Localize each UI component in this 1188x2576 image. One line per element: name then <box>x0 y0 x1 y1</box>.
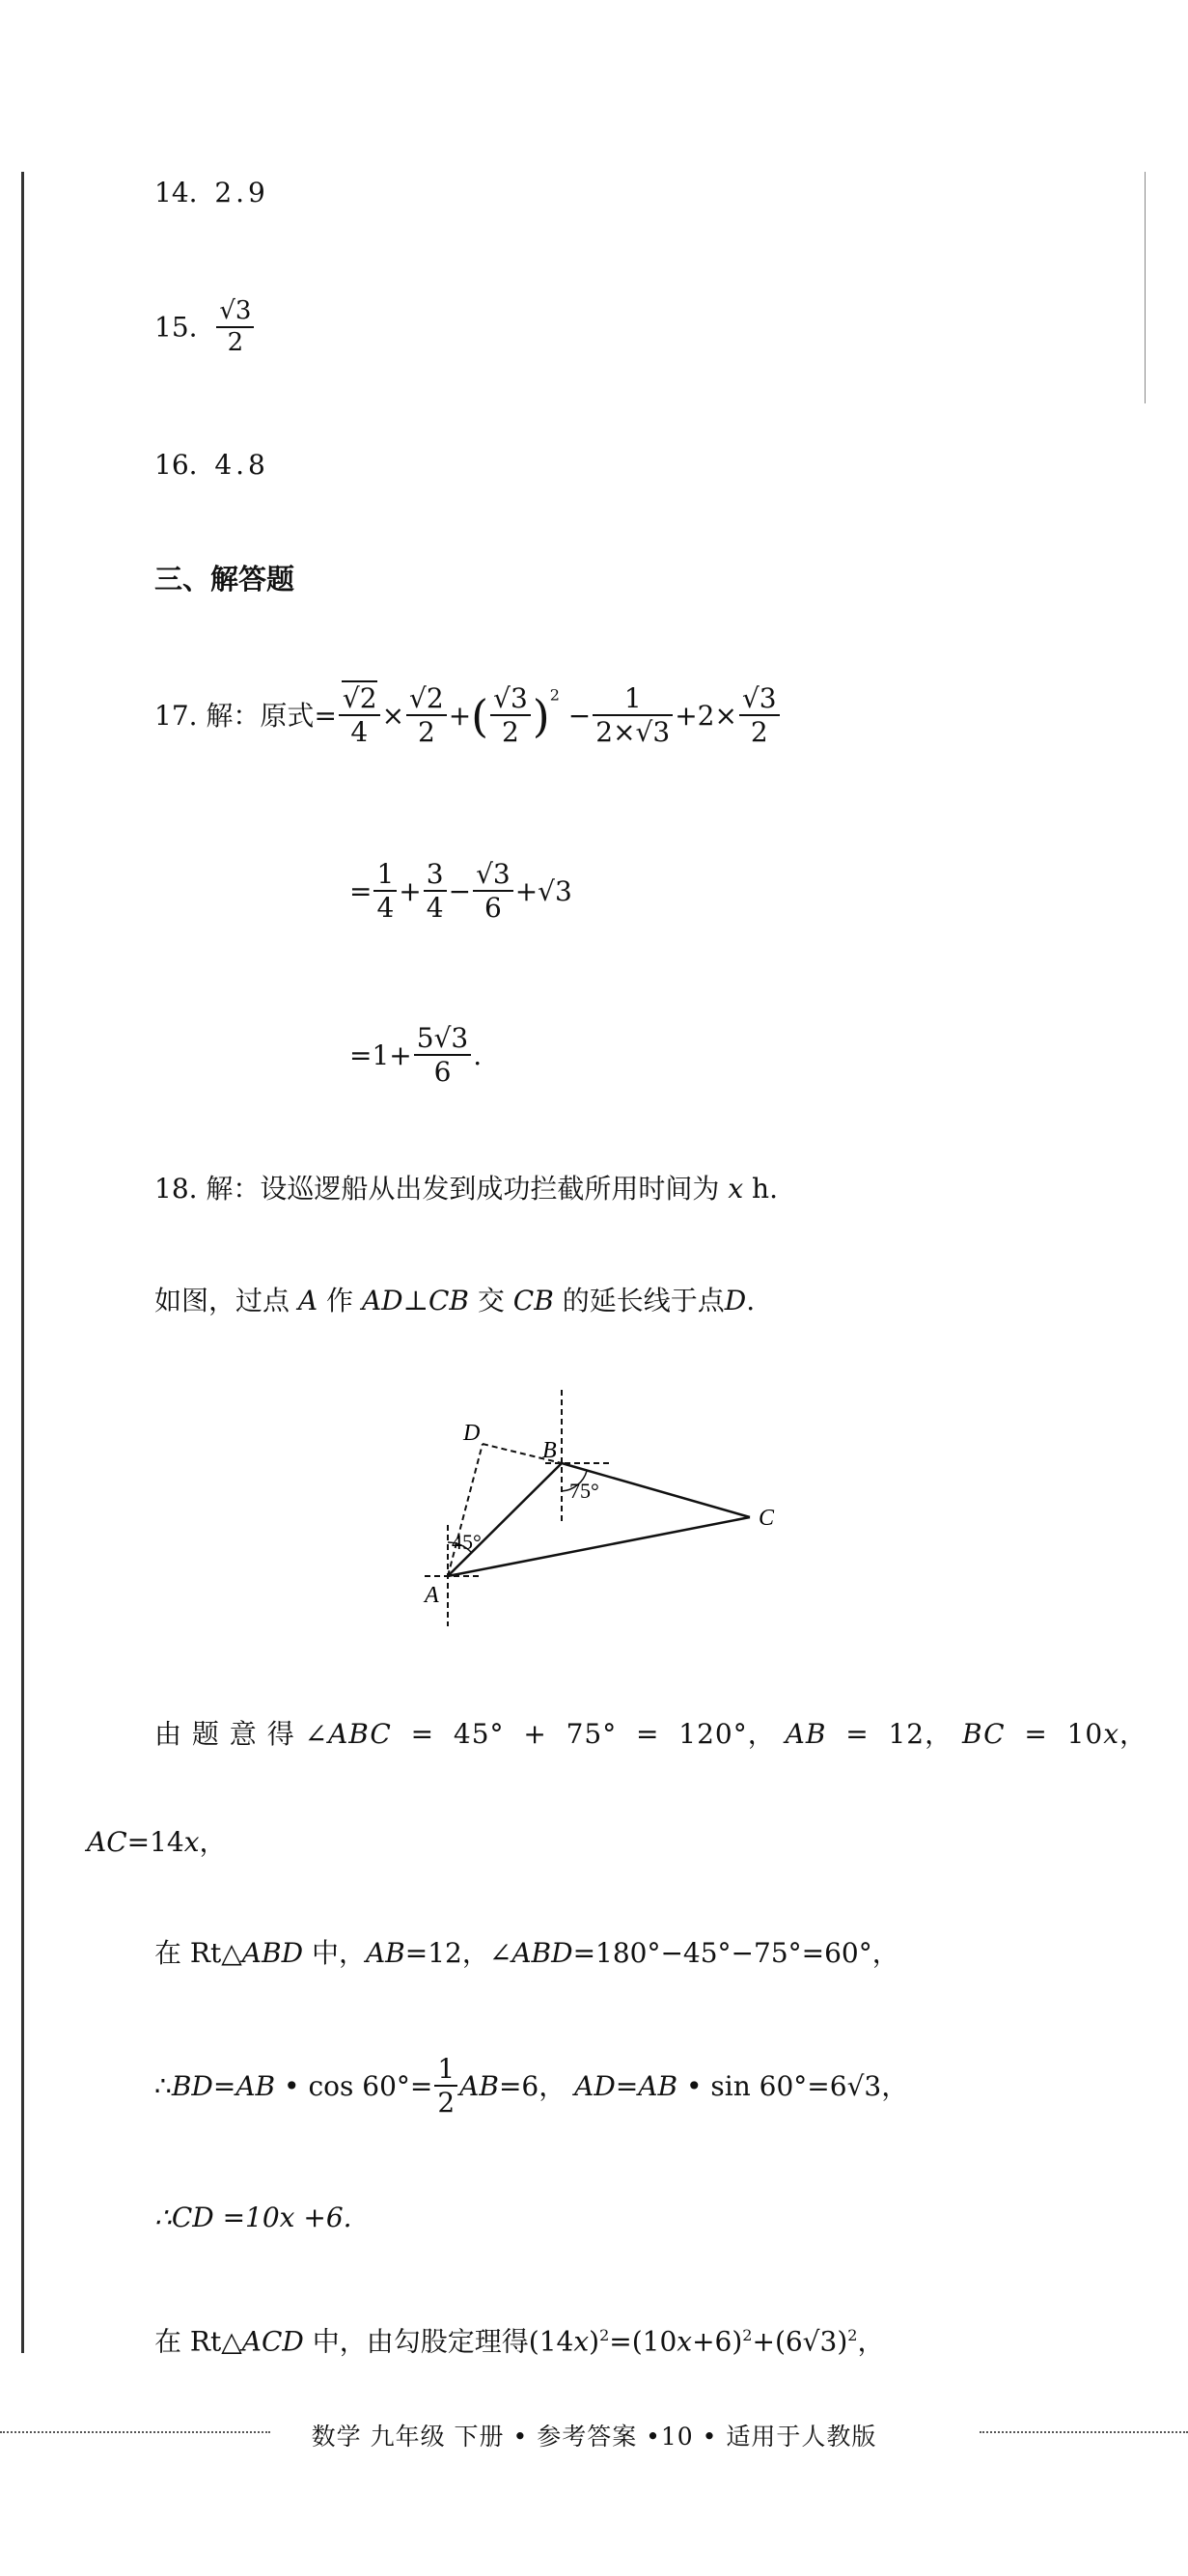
answer-15-number: 15. <box>154 311 198 344</box>
fraction-denominator: 2 <box>227 327 244 357</box>
q18-given-line: 由 题 意 得 ∠ABC = 45° + 75° = 120°， AB = 12， BC = 10x， <box>154 1718 1148 1750</box>
answer-14-number: 14. <box>154 177 198 208</box>
q18-intro-text: 18. 解：设巡逻船从出发到成功拦截所用时间为 <box>154 1173 720 1205</box>
math-fraction: $\frac{1}{4}$ <box>373 859 397 925</box>
left-margin-line <box>21 172 24 2353</box>
answer-16-number: 16. <box>154 449 198 481</box>
text-segment: ∴CD =10x +6. <box>154 2202 352 2233</box>
fraction-numerator: √3 <box>216 297 254 328</box>
q18-given-line-cont: AC=14x， <box>87 1826 227 1858</box>
answer-15 <box>154 297 256 358</box>
math-fraction: $\frac{√2}{2}$ <box>406 683 447 749</box>
label-45-degrees: 45° <box>452 1530 482 1554</box>
q18-pythagoras-line: 在 Rt△ACD 中，由勾股定理得$(14x)^2=(10x+6)^2+(6√3)^2$， <box>154 2325 885 2358</box>
label-c: C <box>759 1506 775 1531</box>
answer-16 <box>154 449 269 481</box>
segment-ac <box>448 1517 750 1576</box>
math-fraction: $\frac{√3}{6}$ <box>473 859 513 925</box>
q17-line-3: =1+ $\frac{5√3}{6}$ . <box>349 1022 483 1089</box>
q17-line-2: = $\frac{1}{4}$ + $\frac{3}{4}$ − $\frac{√3}{6}$ +√3 <box>349 858 572 925</box>
label-75-degrees: 75° <box>569 1479 599 1503</box>
math-fraction: $\frac{1}{2}$ <box>434 2054 457 2119</box>
text-segment: 在 Rt△ <box>154 2325 242 2358</box>
text-segment: 交 <box>477 1285 505 1316</box>
label-d: D <box>463 1421 481 1446</box>
q17-line-1: 17. 解：原式= $\frac{√2}{4}$ × $\frac{√2}{2}$ +( $\frac{√3}{2}$ )$^2$ − $\frac{1}{2\times√3}$ +2× $\frac{√3}{2}$ <box>154 683 782 749</box>
answer-14-value: 2.9 <box>214 177 269 208</box>
text-segment: 中， <box>311 1937 366 1969</box>
text-segment: 中，由勾股定理得 <box>312 2325 529 2358</box>
text-segment: 如图，过点 <box>154 1285 290 1316</box>
geometry-diagram <box>415 1390 801 1641</box>
q17-label: 17. 解：原式 <box>154 699 315 732</box>
q18-line-2: 如图，过点 A 作 AD⊥CB 交 CB 的延长线于点D. <box>154 1285 756 1316</box>
footer-text: 数学 九年级 下册 • 参考答案 •10 • 适用于人教版 <box>311 2423 877 2451</box>
math-fraction: $\frac{√3}{2}$ <box>739 683 780 749</box>
answer-15-fraction <box>216 297 254 358</box>
math-fraction: $\frac{5√3}{6}$ <box>414 1023 471 1089</box>
math-fraction: $\frac{√2}{4}$ <box>339 683 380 749</box>
q18-therefore-1: ∴BD=AB • cos 60°= $\frac{1}{2}$ AB=6， AD=AB • sin 60°=6√3， <box>154 2053 909 2119</box>
text-segment: AC <box>87 1826 127 1858</box>
text-segment: 的延长线于点 <box>562 1285 725 1316</box>
right-margin-mark <box>1145 172 1146 403</box>
math-fraction: $\frac{3}{4}$ <box>424 859 447 925</box>
q18-therefore-2 <box>154 2204 352 2231</box>
math-fraction: $\frac{√3}{2}$ <box>490 683 531 749</box>
label-a: A <box>425 1583 439 1608</box>
answer-14 <box>154 177 269 208</box>
answer-16-value: 4.8 <box>214 449 269 481</box>
q18-unit: h. <box>752 1173 778 1205</box>
text-segment: ， <box>881 2069 909 2102</box>
section-title: 三、解答题 <box>154 563 295 596</box>
text-segment: 作 <box>326 1285 354 1316</box>
label-b: B <box>542 1438 557 1463</box>
segment-ab <box>448 1463 562 1576</box>
q18-rt-abd-line: 在 Rt△ABD 中，AB=12，∠ABD=180°−45°−75°=60°， <box>154 1937 899 1969</box>
page-footer <box>0 2418 1188 2451</box>
q17-step3-prefix: =1+ <box>349 1039 412 1071</box>
math-fraction: $\frac{1}{2\times√3}$ <box>593 683 673 749</box>
equals-sign: = <box>349 874 373 907</box>
q18-intro: 18. 解：设巡逻船从出发到成功拦截所用时间为 x h. <box>154 1173 778 1205</box>
text-segment: 在 Rt△ <box>154 1937 242 1969</box>
segment-ad <box>448 1444 483 1576</box>
text-segment: 由 题 意 得 <box>154 1718 295 1750</box>
